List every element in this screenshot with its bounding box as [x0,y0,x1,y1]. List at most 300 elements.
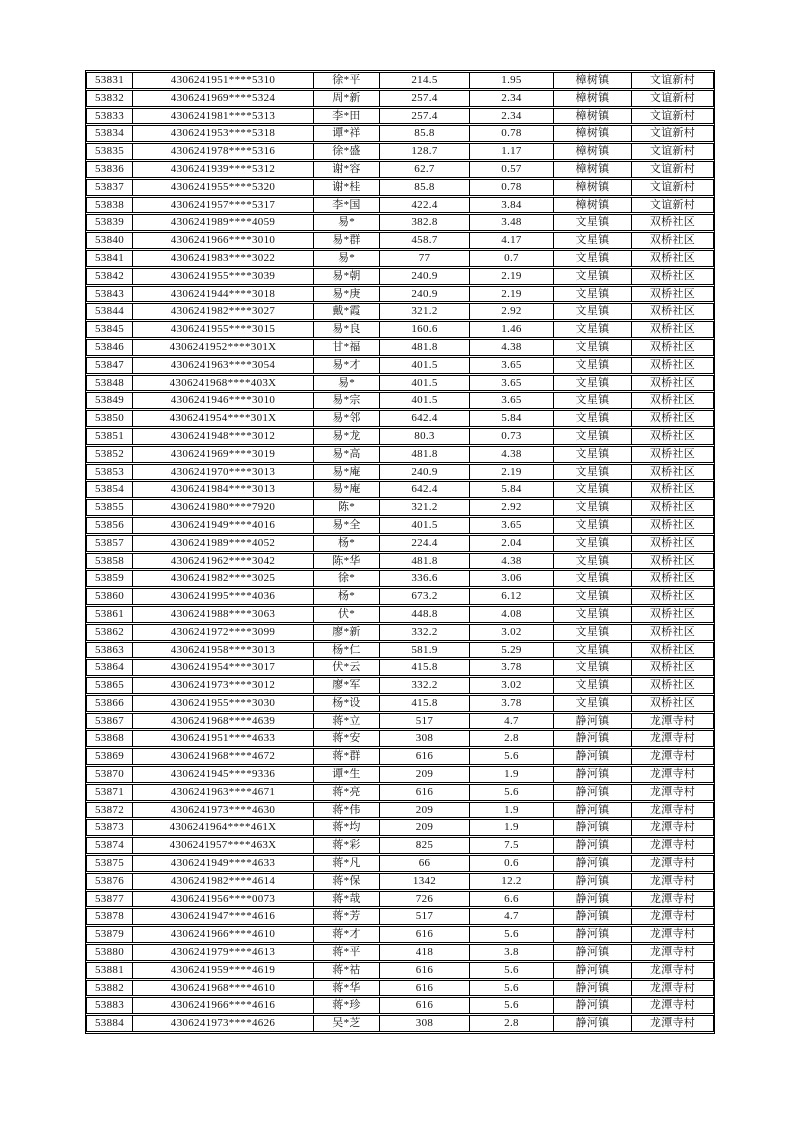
cell-village: 双桥社区 [631,375,714,392]
table-row [86,125,714,142]
table-row [86,908,714,925]
cell-id-number: 4306241951****4633 [132,730,313,747]
cell-serial: 53856 [86,517,132,534]
cell-rate: 4.38 [469,553,553,570]
cell-serial: 53869 [86,748,132,765]
cell-name: 易*才 [313,357,379,374]
cell-town: 文星镇 [553,375,631,392]
cell-village: 双桥社区 [631,392,714,409]
cell-serial: 53878 [86,908,132,925]
cell-amount: 616 [379,748,469,765]
cell-amount: 85.8 [379,125,469,142]
cell-rate: 2.92 [469,499,553,516]
table-row [86,891,714,908]
cell-serial: 53843 [86,286,132,303]
cell-rate: 1.9 [469,802,553,819]
cell-id-number: 4306241969****5324 [132,90,313,107]
cell-name: 易* [313,214,379,231]
cell-name: 谭*祥 [313,125,379,142]
table-row [86,250,714,267]
cell-town: 文星镇 [553,499,631,516]
cell-serial: 53858 [86,553,132,570]
cell-rate: 2.19 [469,464,553,481]
cell-village: 文谊新村 [631,161,714,178]
cell-serial: 53884 [86,1015,132,1032]
cell-village: 双桥社区 [631,499,714,516]
cell-serial: 53851 [86,428,132,445]
cell-name: 蒋*凡 [313,855,379,872]
cell-rate: 0.6 [469,855,553,872]
cell-town: 文星镇 [553,464,631,481]
cell-name: 蒋*珍 [313,997,379,1014]
cell-id-number: 4306241979****4613 [132,944,313,961]
cell-amount: 481.8 [379,553,469,570]
cell-id-number: 4306241972****3099 [132,624,313,641]
table-row [86,410,714,427]
cell-name: 周*新 [313,90,379,107]
cell-amount: 616 [379,784,469,801]
table-row [86,713,714,730]
cell-name: 蒋*立 [313,713,379,730]
cell-rate: 4.38 [469,339,553,356]
cell-amount: 321.2 [379,303,469,320]
cell-id-number: 4306241955****3030 [132,695,313,712]
cell-town: 静河镇 [553,819,631,836]
cell-amount: 209 [379,819,469,836]
cell-serial: 53831 [86,72,132,89]
cell-name: 蒋*哉 [313,891,379,908]
table-row [86,570,714,587]
cell-village: 龙潭寺村 [631,713,714,730]
cell-town: 文星镇 [553,446,631,463]
cell-town: 樟树镇 [553,72,631,89]
cell-serial: 53839 [86,214,132,231]
cell-village: 双桥社区 [631,268,714,285]
cell-amount: 160.6 [379,321,469,338]
cell-town: 静河镇 [553,997,631,1014]
cell-town: 静河镇 [553,837,631,854]
cell-town: 文星镇 [553,303,631,320]
cell-village: 龙潭寺村 [631,891,714,908]
cell-name: 杨* [313,588,379,605]
cell-village: 双桥社区 [631,321,714,338]
cell-rate: 7.5 [469,837,553,854]
cell-town: 文星镇 [553,392,631,409]
cell-amount: 240.9 [379,268,469,285]
cell-serial: 53864 [86,659,132,676]
cell-id-number: 4306241984****3013 [132,481,313,498]
table-row [86,499,714,516]
cell-id-number: 4306241966****4610 [132,926,313,943]
cell-rate: 4.08 [469,606,553,623]
cell-town: 文星镇 [553,250,631,267]
cell-rate: 2.34 [469,108,553,125]
cell-town: 文星镇 [553,677,631,694]
records-table [86,71,714,1033]
cell-amount: 642.4 [379,481,469,498]
cell-id-number: 4306241968****4639 [132,713,313,730]
cell-id-number: 4306241958****3013 [132,642,313,659]
table-row [86,357,714,374]
cell-amount: 825 [379,837,469,854]
cell-town: 文星镇 [553,428,631,445]
cell-id-number: 4306241949****4016 [132,517,313,534]
cell-name: 廖*军 [313,677,379,694]
table-row [86,659,714,676]
cell-serial: 53861 [86,606,132,623]
cell-amount: 209 [379,802,469,819]
cell-id-number: 4306241962****3042 [132,553,313,570]
cell-town: 樟树镇 [553,161,631,178]
cell-name: 易*龙 [313,428,379,445]
cell-rate: 2.19 [469,268,553,285]
cell-amount: 257.4 [379,90,469,107]
table-row [86,819,714,836]
cell-serial: 53859 [86,570,132,587]
cell-village: 龙潭寺村 [631,926,714,943]
cell-name: 蒋*华 [313,980,379,997]
table-row [86,980,714,997]
cell-name: 徐*平 [313,72,379,89]
table-row [86,535,714,552]
cell-serial: 53873 [86,819,132,836]
cell-village: 龙潭寺村 [631,980,714,997]
cell-name: 易*良 [313,321,379,338]
cell-serial: 53840 [86,232,132,249]
cell-name: 易*庵 [313,481,379,498]
table-row [86,517,714,534]
cell-id-number: 4306241944****3018 [132,286,313,303]
cell-village: 文谊新村 [631,179,714,196]
cell-name: 蒋*才 [313,926,379,943]
cell-name: 谢*容 [313,161,379,178]
cell-id-number: 4306241945****9336 [132,766,313,783]
cell-town: 静河镇 [553,802,631,819]
cell-village: 龙潭寺村 [631,784,714,801]
cell-name: 廖*新 [313,624,379,641]
cell-amount: 517 [379,713,469,730]
cell-rate: 12.2 [469,873,553,890]
cell-rate: 4.17 [469,232,553,249]
cell-village: 龙潭寺村 [631,997,714,1014]
cell-name: 谢*桂 [313,179,379,196]
cell-id-number: 4306241969****3019 [132,446,313,463]
cell-village: 双桥社区 [631,517,714,534]
cell-rate: 4.7 [469,908,553,925]
table-row [86,784,714,801]
cell-name: 戴*霞 [313,303,379,320]
cell-amount: 616 [379,997,469,1014]
cell-rate: 0.78 [469,179,553,196]
cell-rate: 6.12 [469,588,553,605]
table-row [86,481,714,498]
cell-serial: 53834 [86,125,132,142]
cell-village: 文谊新村 [631,197,714,214]
cell-id-number: 4306241983****3022 [132,250,313,267]
cell-rate: 1.9 [469,766,553,783]
cell-amount: 240.9 [379,286,469,303]
cell-village: 文谊新村 [631,108,714,125]
table-row [86,464,714,481]
cell-rate: 3.78 [469,695,553,712]
cell-village: 龙潭寺村 [631,873,714,890]
table-row [86,1015,714,1032]
cell-town: 文星镇 [553,535,631,552]
cell-serial: 53879 [86,926,132,943]
cell-serial: 53855 [86,499,132,516]
cell-name: 谭*生 [313,766,379,783]
cell-name: 易*群 [313,232,379,249]
cell-id-number: 4306241966****3010 [132,232,313,249]
cell-serial: 53835 [86,143,132,160]
cell-rate: 5.84 [469,481,553,498]
cell-amount: 80.3 [379,428,469,445]
cell-serial: 53838 [86,197,132,214]
cell-rate: 0.57 [469,161,553,178]
cell-name: 蒋*平 [313,944,379,961]
cell-village: 双桥社区 [631,624,714,641]
cell-rate: 3.78 [469,659,553,676]
cell-amount: 332.2 [379,677,469,694]
cell-amount: 85.8 [379,179,469,196]
cell-serial: 53836 [86,161,132,178]
cell-town: 文星镇 [553,553,631,570]
cell-town: 文星镇 [553,588,631,605]
cell-rate: 3.65 [469,375,553,392]
table-row [86,624,714,641]
table-row [86,730,714,747]
cell-village: 龙潭寺村 [631,962,714,979]
cell-amount: 642.4 [379,410,469,427]
cell-amount: 62.7 [379,161,469,178]
cell-amount: 401.5 [379,392,469,409]
cell-id-number: 4306241973****4630 [132,802,313,819]
cell-village: 双桥社区 [631,286,714,303]
cell-serial: 53876 [86,873,132,890]
cell-rate: 5.6 [469,784,553,801]
cell-rate: 2.19 [469,286,553,303]
cell-name: 李*田 [313,108,379,125]
cell-serial: 53852 [86,446,132,463]
cell-amount: 321.2 [379,499,469,516]
table-row [86,90,714,107]
cell-serial: 53860 [86,588,132,605]
cell-id-number: 4306241952****301X [132,339,313,356]
cell-amount: 418 [379,944,469,961]
cell-amount: 458.7 [379,232,469,249]
cell-amount: 673.2 [379,588,469,605]
cell-village: 双桥社区 [631,606,714,623]
cell-town: 文星镇 [553,624,631,641]
table-row [86,375,714,392]
cell-rate: 3.02 [469,624,553,641]
table-row [86,873,714,890]
table-row [86,143,714,160]
cell-name: 易*全 [313,517,379,534]
cell-rate: 2.8 [469,1015,553,1032]
cell-village: 双桥社区 [631,677,714,694]
cell-serial: 53880 [86,944,132,961]
cell-serial: 53850 [86,410,132,427]
cell-town: 文星镇 [553,570,631,587]
cell-town: 静河镇 [553,855,631,872]
cell-town: 樟树镇 [553,125,631,142]
cell-id-number: 4306241966****4616 [132,997,313,1014]
cell-rate: 3.84 [469,197,553,214]
table-row [86,766,714,783]
cell-amount: 308 [379,730,469,747]
cell-village: 双桥社区 [631,339,714,356]
cell-town: 静河镇 [553,944,631,961]
cell-name: 李*国 [313,197,379,214]
cell-village: 龙潭寺村 [631,819,714,836]
cell-village: 双桥社区 [631,695,714,712]
cell-amount: 726 [379,891,469,908]
cell-amount: 66 [379,855,469,872]
cell-id-number: 4306241939****5312 [132,161,313,178]
cell-serial: 53847 [86,357,132,374]
table-row [86,962,714,979]
cell-village: 龙潭寺村 [631,802,714,819]
cell-rate: 1.46 [469,321,553,338]
cell-id-number: 4306241955****3015 [132,321,313,338]
cell-amount: 332.2 [379,624,469,641]
cell-serial: 53877 [86,891,132,908]
cell-town: 樟树镇 [553,108,631,125]
table-row [86,339,714,356]
cell-village: 双桥社区 [631,553,714,570]
cell-rate: 6.6 [469,891,553,908]
cell-rate: 5.6 [469,980,553,997]
cell-village: 龙潭寺村 [631,748,714,765]
table-row [86,695,714,712]
cell-id-number: 4306241957****5317 [132,197,313,214]
cell-name: 蒋*亮 [313,784,379,801]
cell-serial: 53867 [86,713,132,730]
cell-name: 伏* [313,606,379,623]
cell-town: 文星镇 [553,410,631,427]
cell-serial: 53882 [86,980,132,997]
cell-town: 静河镇 [553,962,631,979]
cell-rate: 1.17 [469,143,553,160]
cell-rate: 3.65 [469,357,553,374]
cell-serial: 53848 [86,375,132,392]
cell-rate: 5.29 [469,642,553,659]
cell-id-number: 4306241981****5313 [132,108,313,125]
cell-town: 静河镇 [553,873,631,890]
cell-name: 蒋*群 [313,748,379,765]
cell-amount: 209 [379,766,469,783]
cell-name: 易*高 [313,446,379,463]
cell-rate: 3.65 [469,517,553,534]
cell-amount: 415.8 [379,659,469,676]
cell-village: 龙潭寺村 [631,766,714,783]
cell-town: 文星镇 [553,695,631,712]
table-row [86,997,714,1014]
table-row [86,286,714,303]
cell-id-number: 4306241968****4672 [132,748,313,765]
cell-id-number: 4306241951****5310 [132,72,313,89]
cell-id-number: 4306241982****3027 [132,303,313,320]
cell-id-number: 4306241959****4619 [132,962,313,979]
cell-town: 樟树镇 [553,179,631,196]
cell-village: 双桥社区 [631,214,714,231]
cell-village: 双桥社区 [631,410,714,427]
cell-amount: 128.7 [379,143,469,160]
cell-name: 杨*设 [313,695,379,712]
cell-id-number: 4306241954****3017 [132,659,313,676]
cell-id-number: 4306241963****3054 [132,357,313,374]
table-row [86,392,714,409]
cell-rate: 3.8 [469,944,553,961]
cell-amount: 308 [379,1015,469,1032]
cell-rate: 0.7 [469,250,553,267]
cell-serial: 53845 [86,321,132,338]
cell-rate: 5.6 [469,997,553,1014]
cell-rate: 3.65 [469,392,553,409]
cell-town: 静河镇 [553,784,631,801]
cell-village: 双桥社区 [631,570,714,587]
cell-name: 徐* [313,570,379,587]
cell-town: 文星镇 [553,357,631,374]
cell-village: 龙潭寺村 [631,1015,714,1032]
cell-village: 文谊新村 [631,125,714,142]
cell-id-number: 4306241988****3063 [132,606,313,623]
cell-town: 樟树镇 [553,90,631,107]
cell-amount: 616 [379,980,469,997]
cell-town: 文星镇 [553,606,631,623]
cell-name: 易* [313,375,379,392]
cell-amount: 401.5 [379,375,469,392]
cell-town: 文星镇 [553,214,631,231]
table-row [86,232,714,249]
cell-village: 双桥社区 [631,464,714,481]
table-row [86,161,714,178]
cell-serial: 53881 [86,962,132,979]
cell-serial: 53862 [86,624,132,641]
cell-village: 双桥社区 [631,446,714,463]
cell-serial: 53833 [86,108,132,125]
cell-village: 双桥社区 [631,428,714,445]
cell-town: 静河镇 [553,926,631,943]
cell-name: 杨*仁 [313,642,379,659]
table-row [86,802,714,819]
cell-rate: 4.7 [469,713,553,730]
cell-amount: 336.6 [379,570,469,587]
cell-serial: 53871 [86,784,132,801]
cell-serial: 53832 [86,90,132,107]
table-row [86,837,714,854]
cell-name: 易*朝 [313,268,379,285]
cell-town: 文星镇 [553,268,631,285]
table-row [86,748,714,765]
cell-serial: 53868 [86,730,132,747]
cell-village: 双桥社区 [631,659,714,676]
cell-town: 文星镇 [553,642,631,659]
cell-town: 樟树镇 [553,143,631,160]
cell-id-number: 4306241957****463X [132,837,313,854]
cell-village: 双桥社区 [631,357,714,374]
cell-id-number: 4306241954****301X [132,410,313,427]
cell-name: 吴*芝 [313,1015,379,1032]
cell-amount: 481.8 [379,339,469,356]
cell-rate: 2.04 [469,535,553,552]
cell-name: 陈*华 [313,553,379,570]
cell-village: 双桥社区 [631,588,714,605]
table-row [86,677,714,694]
cell-serial: 53857 [86,535,132,552]
cell-name: 蒋*彩 [313,837,379,854]
